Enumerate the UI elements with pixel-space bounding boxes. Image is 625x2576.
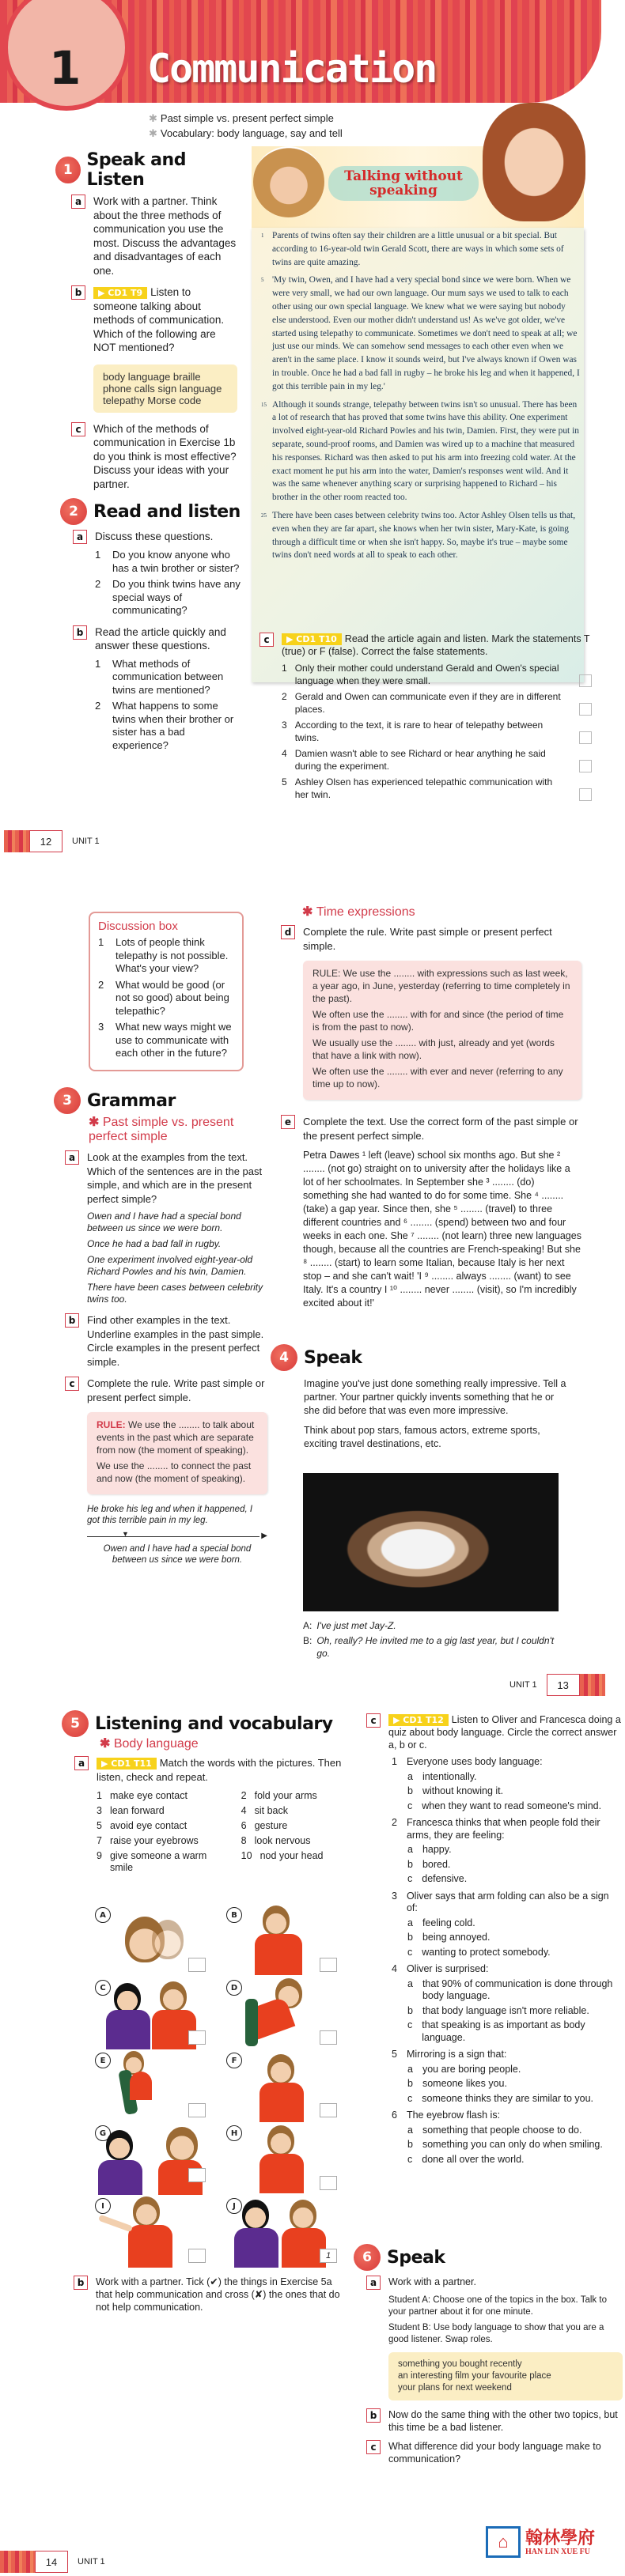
quiz-questions bbox=[392, 1756, 621, 2166]
section-speak-6: 6 Speak a Work with a partner. Student A: Choose one of the topics in the box. Talk to your partner about it for one minute. Student B: Use body language to show that you are a good listener. Swap roles. something you bought recently an interesting film your favourite place your plans for next weekend b Now do the same thing with the other two topics, but this time be a bad listener. c What difference did your body language make to communication? bbox=[354, 2244, 623, 2465]
picture-f: F bbox=[225, 2051, 343, 2122]
unit-label: UNIT 1 bbox=[72, 837, 100, 846]
unit-title: Communication bbox=[147, 46, 437, 92]
singer-photo bbox=[303, 1473, 559, 1611]
answer-checkbox[interactable] bbox=[579, 788, 592, 801]
answer-option[interactable]: b something you can only do when smiling. bbox=[407, 2139, 603, 2150]
discussion-box: Discussion box 1 Lots of people think telepathy is not possible. What's your view? 2 What would be good (or not so good) about being telepathic? 3 What new ways might we use to communicate with each other in the future? bbox=[89, 912, 244, 1071]
quiz-question-5: 5 Mirroring is a sign that: a you are boring people. b someone likes you. c someone thinks they are similar to you. bbox=[392, 2049, 621, 2105]
quiz-question-1: 1 Everyone uses body language: a intentionally. b without knowing it. c when they want to read someone's mind. bbox=[392, 1756, 621, 1812]
tf-statement: 1 Only their mother could understand Gerald and Owen's special language when they were small. bbox=[282, 663, 592, 687]
answer-box[interactable] bbox=[188, 2030, 206, 2045]
exercise-letter: b bbox=[71, 285, 85, 300]
picture-b: B bbox=[225, 1906, 343, 1977]
answer-box[interactable] bbox=[188, 2103, 206, 2117]
exercise-letter: c bbox=[65, 1377, 79, 1391]
section-title: Speak bbox=[387, 2247, 445, 2268]
exercise-letter: c bbox=[366, 1713, 381, 1728]
topics-box: something you bought recently an interesting film your favourite place your plans for next weekend bbox=[388, 2352, 623, 2400]
exercise-letter: b bbox=[74, 2276, 88, 2290]
tf-statement: 5 Ashley Olsen has experienced telepathic communication with her twin. bbox=[282, 776, 592, 801]
exercise-letter: d bbox=[281, 925, 295, 939]
exercise-3a: a Look at the examples from the text. Which of the sentences are in the past simple, and which are in the present perfect simple? bbox=[65, 1150, 267, 1206]
answer-box[interactable]: 1 bbox=[320, 2249, 337, 2263]
answer-option[interactable]: a you are boring people. bbox=[407, 2063, 521, 2075]
answer-option[interactable]: b being annoyed. bbox=[407, 1932, 491, 1943]
picture-c: C bbox=[93, 1978, 212, 2049]
section-title: Grammar bbox=[87, 1090, 176, 1111]
answer-option[interactable]: a something that people choose to do. bbox=[407, 2124, 582, 2136]
exercise-letter: c bbox=[366, 2440, 381, 2454]
section-number-badge: 2 bbox=[60, 498, 87, 525]
time-expressions: ✱ Time expressions bbox=[302, 905, 415, 919]
body-language-pictures bbox=[93, 1906, 347, 2443]
list-item: 2 What would be good (or not so good) about being telepathic? bbox=[98, 978, 229, 1017]
article-paragraph: 5 'My twin, Owen, and I have had a very special bond since we were born. When we were very small, we had our own language. Our mum says we used to talk to each other using our own special language. We knew what we were saying but nobody else understood. Even our mother didn't understand us! As we've got older, we've started using telepathy to communicate. Sometimes we don't need to speak at all; we just use our minds. We can somehow send messages to each other even when we aren't in the same place. I know it sounds weird, but I've always known if Owen was in trouble. Once he had a bad fall in rugby – he broke his leg and when it happened, I got this terrible pain in my leg.' bbox=[261, 275, 580, 391]
picture-d: D bbox=[225, 1978, 343, 2049]
tf-statement: 3 According to the text, it is rare to hear of telepathy between twins. bbox=[282, 720, 592, 744]
list-item: 1 What methods of communication between twins are mentioned? bbox=[95, 657, 224, 696]
audio-track-button[interactable]: ▶ CD1 T10 bbox=[282, 633, 342, 645]
star-icon: ✱ bbox=[149, 127, 157, 139]
page-number: 13 bbox=[547, 1674, 580, 1696]
audio-track-button[interactable]: ▶ CD1 T11 bbox=[97, 1758, 157, 1770]
answer-box[interactable] bbox=[320, 2103, 337, 2117]
page-footer-12 bbox=[4, 830, 109, 852]
exercise-letter: a bbox=[73, 530, 87, 544]
page-number: 14 bbox=[35, 2551, 68, 2573]
section-number-badge: 4 bbox=[271, 1344, 297, 1371]
quiz-question-3: 3 Oliver says that arm folding can also be a sign of: a feeling cold. b being annoyed. c wanting to protect somebody. bbox=[392, 1890, 621, 1959]
section-speak-and-listen bbox=[55, 150, 237, 491]
exercise-3e: e Complete the text. Use the correct form of the past simple or the present perfect simple. Petra Dawes ¹ left (leave) school six months ago. But she ² ........ (not go) straight on to university after the holidays like a lot of her schoolmates. In September she ³ ........ (do) something she had wanted to do for some time. She ⁴ ........ (take) a gap year. Since then, she ⁵ ........ (travel) to three different countries and ⁶ ........ (spend) between two and four weeks in each one. She ⁷ ........ (not learn) three new languages though, because all the countries are French-speaking! But she ⁸ ........ (start) to learn some Italian, because Italy is her next stop – and she can't wait! 'I ⁹ ........ always ........ (want) to see Italy. It's a country I ¹⁰ ........ never ........ (visit), so I'm incredibly excited about it!' bbox=[281, 1115, 581, 1310]
asterisk-icon: ✱ bbox=[89, 1116, 103, 1129]
twin-photo-ashley bbox=[253, 146, 324, 217]
answer-option[interactable]: b without knowing it. bbox=[407, 1785, 504, 1796]
exercise-letter: e bbox=[281, 1115, 295, 1129]
gap-fill-text[interactable]: Petra Dawes ¹ left (leave) school six months ago. But she ² ........ (not go) straight on to university after the holidays like a lot of her schoolmates. In September she ³ ........ (do) something she had wanted to do for some time. She ⁴ ........ (take) a gap year. Since then, she ⁵ ........ (travel) to three different countries and ⁶ ........ (spend) between two and four weeks in each one. She ⁷ ........ (not learn) three new languages though, because all the countries are French-speaking! But she ⁸ ........ (start) to learn some Italian, because Italy is her next stop – and she can't wait! 'I ⁹ ........ always ........ (want) to see Italy. It's a country I ¹⁰ ........ never ........ (visit), so I'm incredibly excited about it!' bbox=[303, 1150, 581, 1309]
answer-option[interactable]: c someone thinks they are similar to you. bbox=[407, 2092, 594, 2104]
exercise-5b: b Work with a partner. Tick (✔) the things in Exercise 5a that help communication and cross (✘) the ones that do not help communication. bbox=[74, 2276, 343, 2313]
rule-box-d: RULE: We use the ........ with expressions such as last week, a year ago, in June, yesterday (referring to time completely in the past). We often use the ........ with for and since (the period of time is from the past to now). We usually use the ........ with just, already and yet (words that have a link with now). We often use the ........ with ever and never (referring to any time up to now). bbox=[303, 961, 581, 1100]
answer-option[interactable]: a happy. bbox=[407, 1844, 452, 1855]
exercise-letter: a bbox=[74, 1756, 89, 1770]
section-number-badge: 6 bbox=[354, 2244, 381, 2271]
vocabulary-list: 1 make eye contact 2 fold your arms 3 lean forward 4 sit back 5 avoid eye contact 6 gesture 7 raise your eyebrows 8 look nervous 9 give someone a warm smile 10 nod your head bbox=[97, 1790, 324, 1873]
page-footer-14 bbox=[0, 2551, 115, 2573]
picture-g: G bbox=[93, 2124, 212, 2195]
exercise-2a: a Discuss these questions. bbox=[73, 530, 242, 544]
rule-box-c: RULE: We use the ........ to talk about events in the past which are separate from now (the moment of speaking). We use the ........ to connect the past and now (the moment of speaking). bbox=[87, 1412, 267, 1494]
star-icon: ✱ bbox=[149, 112, 157, 124]
answer-option[interactable]: a feeling cold. bbox=[407, 1917, 475, 1928]
exercise-letter: b bbox=[366, 2408, 381, 2423]
answer-box[interactable] bbox=[188, 2249, 206, 2263]
section-number-badge: 5 bbox=[62, 1710, 89, 1737]
exercise-3c: c Complete the rule. Write past simple or present perfect simple. bbox=[65, 1377, 267, 1404]
exercise-letter: a bbox=[366, 2276, 381, 2290]
quiz-question-4: 4 Oliver is surprised: a that 90% of communication is done through body language. b that body language isn't more reliable. c that speaking is as important as body language. bbox=[392, 1963, 621, 2044]
publisher-logo: ⌂ 翰林學府 HAN LIN XUE FU bbox=[486, 2526, 595, 2558]
list-item: 2 Do you think twins have any special ways of communicating? bbox=[95, 578, 241, 616]
unit-label: UNIT 1 bbox=[78, 2557, 105, 2567]
exercise-2b: b Read the article quickly and answer these questions. bbox=[73, 625, 242, 653]
exercise-1b: b ▶ CD1 T9 Listen to someone talking about methods of communication. Which of the following are NOT mentioned? bbox=[71, 285, 237, 355]
exercise-5a: a ▶ CD1 T11 Match the words with the pictures. Then listen, check and repeat. bbox=[74, 1756, 347, 1784]
answer-option[interactable]: b someone likes you. bbox=[407, 2078, 507, 2089]
picture-i: I bbox=[93, 2196, 212, 2268]
article-title: Talking without speaking bbox=[328, 166, 479, 201]
answer-box[interactable] bbox=[320, 2030, 337, 2045]
unit-objectives: ✱ Past simple vs. present perfect simple ✱ Vocabulary: body language, say and tell bbox=[149, 112, 343, 139]
answer-option[interactable]: c defensive. bbox=[407, 1873, 468, 1884]
unit-number: 1 bbox=[49, 41, 81, 95]
quiz-question-2: 2 Francesca thinks that when people fold their arms, they are feeling: a happy. b bored. c defensive. bbox=[392, 1817, 621, 1886]
exercise-5c: c ▶ CD1 T12 Listen to Oliver and Francesca doing a quiz about body language. Circle the correct answer a, b or c. 1 Everyone uses body language: a intentionally. b without knowing it. c when they want to read someone's mind. 2 Francesca thinks that when people fold their arms, they are feeling: a happy. b bored. c defensive. 3 Oliver says that arm folding can also be a sign of: a feeling cold. b being annoyed. c wanting to protect somebody. 4 Oliver is surprised: a that 90% of communication is done through body language. b that body language isn't more reliable. c that speaking is as important as body language. 5 Mirroring is a sign that: a you are boring people. b someone likes you. c someone thinks they are similar to you. 6 The eyebrow flash is: a something that people choose to do. b something you can only do when smiling. c done all over the world. bbox=[366, 1713, 621, 2166]
exercise-1c: c Which of the methods of communication in Exercise 1b do you think is most effective? Discuss your ideas with your partner. bbox=[71, 422, 237, 492]
picture-h: H bbox=[225, 2124, 343, 2195]
list-item: 1 Do you know anyone who has a twin brother or sister? bbox=[95, 549, 240, 574]
unit-label: UNIT 1 bbox=[509, 1680, 537, 1690]
section-speak-4: 4 Speak Imagine you've just done something really impressive. Tell a partner. Your partner quickly invents something that he or she did before that was even more impressive. Think about pop stars, famous actors, extreme sports, exciting travel destinations, etc. bbox=[271, 1344, 571, 1451]
section-title: Read and listen bbox=[93, 501, 241, 522]
section-title: Speak bbox=[304, 1347, 362, 1368]
answer-option[interactable]: c when they want to read someone's mind. bbox=[407, 1800, 602, 1811]
picture-j: J 1 bbox=[225, 2196, 343, 2268]
list-item: 2 What happens to some twins when their brother or sister has a bad experience? bbox=[95, 700, 234, 751]
article-paragraph: 25 There have been cases between celebrity twins too. Actor Ashley Olsen tells us that, even when they are far apart, she knows when her twin sister, Mary-Kate, is going through a difficult time or when she isn't happy. So, maybe it's true – maybe some twins don't need words at all to speak to each other. bbox=[261, 510, 576, 561]
answer-option[interactable]: a intentionally. bbox=[407, 1770, 477, 1782]
article-body bbox=[261, 229, 581, 567]
audio-track-button[interactable]: ▶ CD1 T9 bbox=[93, 287, 147, 299]
section-listening-vocabulary bbox=[62, 1710, 347, 1874]
timeline-arrow: ▶ ▼ bbox=[87, 1531, 267, 1542]
timeline-diagram: He broke his leg and when it happened, I got this terrible pain in my leg. ▶ ▼ Owen and I have had a special bond between us since we were born. bbox=[87, 1505, 267, 1565]
article-paragraph: 1 Parents of twins often say their children are a little unusual or a bit special. But according to 16-year-old twin Gerald Scott, there are ways in which some sets of twins are quite amazing. bbox=[261, 231, 564, 267]
exercise-2c: c ▶ CD1 T10 Read the article again and listen. Mark the statements T (true) or F (false). Correct the false statements. 1 Only their mother could understand Gerald and Owen's special language when they were small. 2 Gerald and Owen can communicate even if they are in different places. 3 According to the text, it is rare to hear of telepathy between twins. 4 Damien wasn't able to see Richard or hear anything he said during the experiment. 5 Ashley Olsen has experienced telepathic communication with her twin. bbox=[259, 633, 592, 805]
exercise-letter: c bbox=[259, 633, 274, 647]
answer-option[interactable]: b that body language isn't more reliable. bbox=[407, 2004, 589, 2016]
article-paragraph: 15 Although it sounds strange, telepathy between twins isn't so unusual. There has been a lot of research that has proved that some twins have this ability. One experiment involved eight-year-old Richard Powles and his twin, Damien. First, they were put in separate, sound-proof rooms, and Damien was wired up to a machine that measured his responses. Richard was then asked to put his arm into freezing cold water. At the exact moment he put his arm into the water, Damien's responses went wild. And it was the same whenever anything scary or surprising happened to Richard – his brother in the other room reacted too. bbox=[261, 399, 579, 503]
exercise-letter: b bbox=[73, 625, 87, 640]
answer-box[interactable] bbox=[320, 1958, 337, 1972]
answer-box[interactable] bbox=[188, 1958, 206, 1972]
grammar-subtitle: ✱ Past simple vs. present perfect simple bbox=[89, 1116, 234, 1143]
grammar-examples: Owen and I have had a special bond between us since we were born. Once he had a bad fall in rugby. One experiment involved eight-year-old Richard Powles and his twin, Damien. There have been cases between celebrity twins too. bbox=[87, 1211, 263, 1305]
answer-option[interactable]: b bored. bbox=[407, 1858, 451, 1870]
page-number: 12 bbox=[29, 830, 62, 852]
list-item: 3 What new ways might we use to communicate with each other in the future? bbox=[98, 1021, 232, 1059]
asterisk-icon: ✱ bbox=[100, 1737, 114, 1751]
section-number-badge: 3 bbox=[54, 1087, 81, 1114]
asterisk-icon: ✱ bbox=[302, 905, 316, 919]
audio-track-button[interactable]: ▶ CD1 T12 bbox=[388, 1714, 449, 1726]
twin-photo-mary-kate bbox=[483, 103, 585, 221]
answer-checkbox[interactable] bbox=[579, 674, 592, 687]
answer-option[interactable]: c done all over the world. bbox=[407, 2153, 525, 2165]
answer-box[interactable] bbox=[320, 2176, 337, 2190]
page-footer-13 bbox=[500, 1674, 605, 1696]
section-read-and-listen bbox=[60, 498, 242, 755]
list-item: 1 Lots of people think telepathy is not possible. What's your view? bbox=[98, 936, 229, 974]
tf-statement: 2 Gerald and Owen can communicate even if they are in different places. bbox=[282, 691, 592, 716]
exercise-6b: b Now do the same thing with the other two topics, but this time be a bad listener. bbox=[366, 2408, 623, 2434]
tf-statement: 4 Damien wasn't able to see Richard or hear anything he said during the experiment. bbox=[282, 748, 592, 772]
exercise-letter: a bbox=[71, 195, 85, 209]
answer-box[interactable] bbox=[188, 2168, 206, 2182]
exercise-letter: c bbox=[71, 422, 85, 436]
section-title: Listening and vocabulary bbox=[95, 1713, 333, 1734]
section-title: Speak and Listen bbox=[86, 150, 186, 190]
answer-option[interactable]: c that speaking is as important as body language. bbox=[407, 2019, 585, 2043]
exercise-3b: b Find other examples in the text. Underline examples in the past simple. Circle examples in the present perfect simple. bbox=[65, 1313, 267, 1369]
answer-option[interactable]: c wanting to protect somebody. bbox=[407, 1946, 551, 1958]
section-grammar bbox=[54, 1087, 267, 1566]
picture-e: E bbox=[93, 2051, 212, 2122]
answer-checkbox[interactable] bbox=[579, 703, 592, 716]
exercise-letter: b bbox=[65, 1313, 79, 1328]
answer-checkbox[interactable] bbox=[579, 731, 592, 744]
picture-a: A bbox=[93, 1906, 212, 1977]
word-box: body language braille phone calls sign language telepathy Morse code bbox=[93, 364, 237, 413]
example-dialogue: A: I've just met Jay-Z. B: Oh, really? He invited me to a gig last year, but I couldn't go. bbox=[303, 1620, 555, 1659]
answer-checkbox[interactable] bbox=[579, 760, 592, 772]
section-number-badge: 1 bbox=[55, 157, 81, 183]
exercise-6c: c What difference did your body language make to communication? bbox=[366, 2440, 623, 2465]
vocab-subtitle: ✱ Body language bbox=[100, 1737, 199, 1751]
answer-option[interactable]: a that 90% of communication is done through body language. bbox=[407, 1977, 613, 2001]
exercise-3d: d Complete the rule. Write past simple or present perfect simple. RULE: We use the ........ with expressions such as last week, a year ago, in June, yesterday (referring to time completely in the past). We often use the ........ with for and since (the period of time is from the past to now). We usually use the ........ with just, already and yet (words that have a link with now). We often use the ........ with ever and never (referring to any time up to now). bbox=[281, 925, 581, 1100]
publisher-emblem-icon: ⌂ bbox=[486, 2526, 521, 2558]
exercise-letter: a bbox=[65, 1150, 79, 1165]
quiz-question-6: 6 The eyebrow flash is: a something that people choose to do. b something you can only do when smiling. c done all over the world. bbox=[392, 2110, 621, 2166]
exercise-1a: a Work with a partner. Think about the three methods of communication you use the most. Discuss the advantages and disadvantages of each one. bbox=[71, 195, 237, 278]
exercise-6a: a Work with a partner. bbox=[366, 2276, 623, 2290]
